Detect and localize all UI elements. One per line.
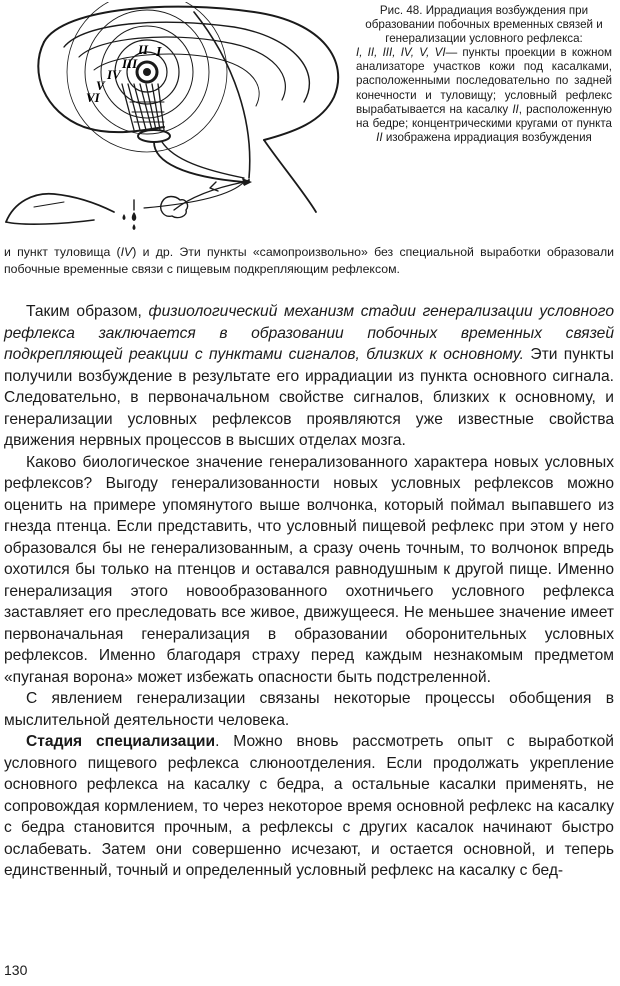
page-number: 130	[4, 962, 28, 978]
caption-roman-points: I, II, III, IV, V, VI	[356, 46, 446, 60]
figure-label-v: V	[96, 78, 105, 93]
figure-label-iii: III	[122, 56, 138, 71]
figure-48-illustration	[4, 2, 349, 234]
caption-body: I, II, III, IV, V, VI— пункты проекции в кожном анализаторе участков кожи под касалками, расположенными последовательно по задней конечности и туловищу; условный рефлекс вырабатывается на касалку II, расположенную на бедре; концентрическими кругами от пункта II изображена иррадиация возбуждения	[356, 46, 612, 144]
figure-label-iv: IV	[107, 67, 121, 82]
paragraph-generalization-mechanism: Таким образом, физиологический механизм стадии генерализации условного рефлекса заключается в образовании побочных временных связей подкрепляющей реакции с пунктами сигналов, близких к основному. Эти пункты получили возбуждение в результате его иррадиации из пункта основного сигнала. Следовательно, в первоначальном свойстве сигналов, близких к основному, и генерализации условных рефлексов проявляются уже известные свойства движения нервных процессов в высших отделах мозга.	[4, 303, 614, 449]
figure-label-vi: VI	[86, 90, 100, 105]
paragraph-thinking-generalization: С явлением генерализации связаны некоторые процессы обобщения в мыслительной деятельности человека.	[4, 690, 614, 729]
figure-caption	[356, 4, 612, 145]
continuation-paragraph: и пункт туловища (IV) и др. Эти пункты «самопроизвольно» без специальной выработки образовали побочные временные связи с пищевым подкрепляющим рефлексом.	[4, 245, 615, 276]
section-heading-specialization: Стадия специализации	[26, 733, 216, 750]
figure-label-i: I	[156, 45, 162, 60]
body-text	[4, 301, 614, 882]
paragraph-biological-meaning: Каково биологическое значение генерализованного характера новых условных рефлексов? Выгоду генерализованности новых условных рефлексов можно оценить на примере упомянутого выше волчонка, который поймал выпавшего из гнезда птенца. Если представить, что условный пищевой рефлекс при этом у него образовался бы не генерализованным, а сразу очень точным, то волчонок впредь охотился бы только на птенцов и оставался равнодушным к другой пище. Именно генерализация этого новообразованного охотничьего условного рефлекса заставляет его преследовать все живое, движущееся. Не меньшее значение имеет первоначальная генерализация в образовании оборонительных условных рефлексов. Именно благодаря страху перед каждым незнакомым предметом «пуганая ворона» может избежать опасности быть подстреленной.	[4, 453, 614, 686]
caption-title: Рис. 48. Иррадиация возбуждения при образовании побочных временных связей и генерализации условного рефлекса:	[365, 4, 603, 46]
paragraph-specialization-stage: Стадия специализации. Можно вновь рассмотреть опыт с выработкой условного пищевого рефлекса слюноотделения. Если продолжать укрепление основного рефлекса на касалку с бедра, а остальные касалки применять, не сопровождая кормлением, то через некоторое время основной рефлекс на касалку с бедра становится прочным, а рефлексы с других касалок начинают быстро ослабевать. Затем они совершенно исчезают, и остается основной, и теперь единственный, точный и определенный условный рефлекс на касалку с бед-	[4, 733, 614, 879]
figure-label-ii: II	[138, 42, 149, 57]
